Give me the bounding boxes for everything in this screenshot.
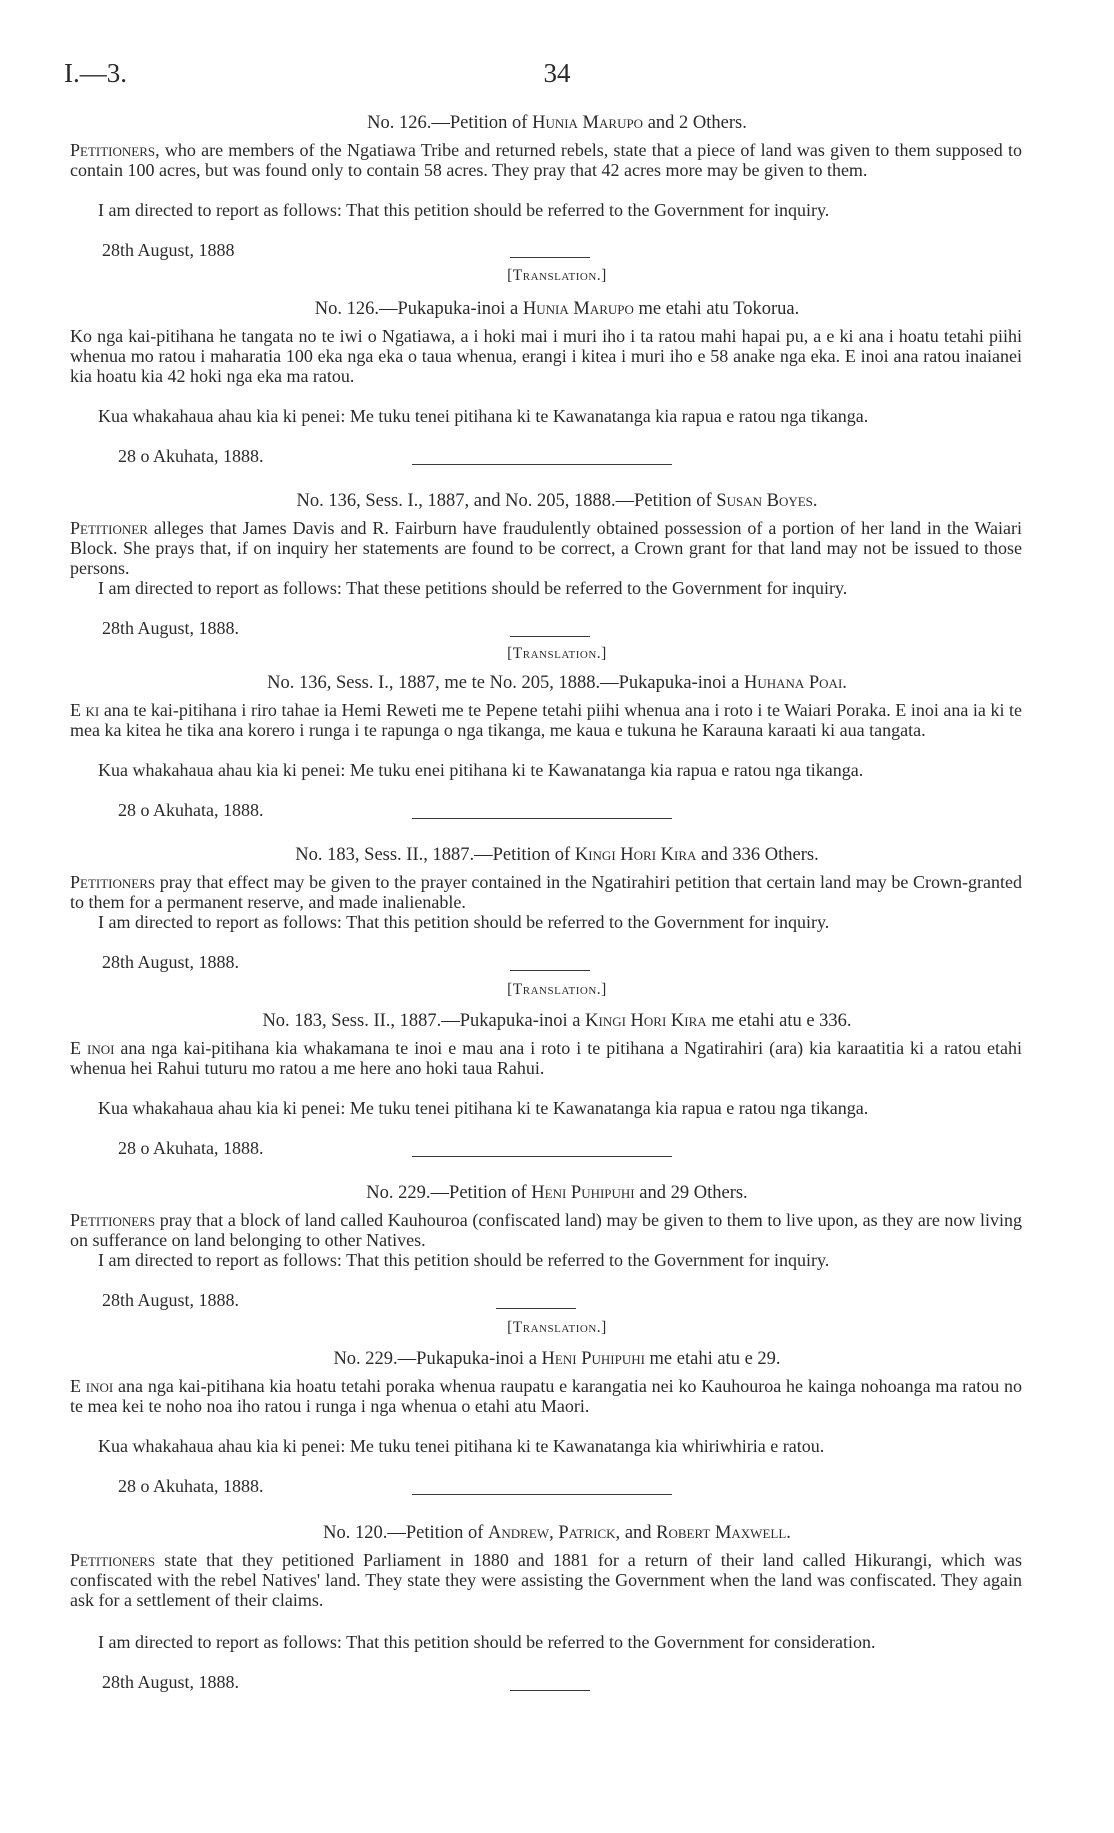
petition-body: Petitioners pray that a block of land called Kauhouroa (confiscated land) may be given to them to live upon, as they are now living on sufferance on land belonging to other Natives. bbox=[70, 1210, 1022, 1250]
petition-title: No. 229.—Petition of Heni Puhipuhi and 29 Others. bbox=[366, 1183, 748, 1203]
section-divider bbox=[412, 464, 672, 465]
petition-date: 28th August, 1888. bbox=[102, 618, 240, 638]
translation-label: [Translation.] bbox=[507, 645, 607, 662]
petition-title: No. 183, Sess. II., 1887.—Petition of Kingi Hori Kira and 336 Others. bbox=[295, 845, 819, 865]
petition-report: I am directed to report as follows: That this petition should be referred to the Government for consideration. bbox=[98, 1632, 876, 1652]
petition-body: Ko nga kai-pitihana he tangata no te iwi o Ngatiawa, a i hoki mai i muri iho i ta ratou mahi hapai pu, a e ki ana i hoatu tetahi piihi whenua mo ratou i maharatia 100 eka nga eka o taua whenua, erangi i kitea i muri iho e 58 anake nga eka. E inoi ana ratou inaianei kia hoatu kia 42 hoki nga eka ma ratou. bbox=[70, 326, 1022, 386]
petition-date: 28 o Akuhata, 1888. bbox=[118, 1476, 264, 1496]
petition-body: E ki ana te kai-pitihana i riro tahae ia Hemi Reweti me te Pepene tetahi piihi whenua ana i roto i te Waiari Poraka. E inoi ana ia ki te mea ka kitea he tika ana korero i runga i te rapunga o nga tikanga, me kaua e tukuna he Karauna karaati ki aua tangata. bbox=[70, 700, 1022, 740]
petition-report: Kua whakahaua ahau kia ki penei: Me tuku tenei pitihana ki te Kawanatanga kia rapua e ratou nga tikanga. bbox=[98, 1098, 869, 1118]
petition-body: Petitioners state that they petitioned Parliament in 1880 and 1881 for a return of their land called Hikurangi, which was confiscated with the rebel Natives' land. They state they were assisting the Government when the land was confiscated. They again ask for a settlement of their claims. bbox=[70, 1550, 1022, 1610]
petition-date: 28th August, 1888. bbox=[102, 1290, 240, 1310]
translation-label: [Translation.] bbox=[507, 981, 607, 998]
petition-report: I am directed to report as follows: That this petition should be referred to the Government for inquiry. bbox=[98, 1250, 830, 1270]
paper-code: I.—3. bbox=[64, 58, 127, 88]
petition-title: No. 136, Sess. I., 1887, and No. 205, 1888.—Petition of Susan Boyes. bbox=[296, 491, 818, 511]
section-divider bbox=[412, 1156, 672, 1157]
section-divider bbox=[510, 970, 590, 971]
petition-title: No. 229.—Pukapuka-inoi a Heni Puhipuhi me etahi atu e 29. bbox=[333, 1349, 781, 1369]
petition-report: I am directed to report as follows: That these petitions should be referred to the Government for inquiry. bbox=[98, 578, 848, 598]
petition-title: No. 183, Sess. II., 1887.—Pukapuka-inoi a Kingi Hori Kira me etahi atu e 336. bbox=[262, 1011, 852, 1031]
section-divider bbox=[510, 1690, 590, 1691]
section-divider bbox=[412, 818, 672, 819]
section-divider bbox=[496, 1308, 576, 1309]
petition-report: I am directed to report as follows: That this petition should be referred to the Government for inquiry. bbox=[98, 200, 830, 220]
petition-report: Kua whakahaua ahau kia ki penei: Me tuku tenei pitihana ki te Kawanatanga kia rapua e ratou nga tikanga. bbox=[98, 406, 869, 426]
petition-date: 28th August, 1888 bbox=[102, 240, 235, 260]
translation-label: [Translation.] bbox=[507, 267, 607, 284]
petition-title: No. 126.—Pukapuka-inoi a Hunia Marupo me etahi atu Tokorua. bbox=[314, 299, 800, 319]
petition-body: Petitioner alleges that James Davis and R. Fairburn have fraudulently obtained possession of a portion of her land in the Waiari Block. She prays that, if on inquiry her statements are found to be correct, a Crown grant for that land may not be issued to those persons. bbox=[70, 518, 1022, 578]
petition-date: 28th August, 1888. bbox=[102, 952, 240, 972]
section-divider bbox=[510, 636, 590, 637]
petition-date: 28 o Akuhata, 1888. bbox=[118, 1138, 264, 1158]
petition-report: Kua whakahaua ahau kia ki penei: Me tuku enei pitihana ki te Kawanatanga kia rapua e ratou nga tikanga. bbox=[98, 760, 864, 780]
petition-title: No. 120.—Petition of Andrew, Patrick, and Robert Maxwell. bbox=[323, 1523, 791, 1543]
section-divider bbox=[412, 1494, 672, 1495]
translation-label: [Translation.] bbox=[507, 1319, 607, 1336]
petition-date: 28th August, 1888. bbox=[102, 1672, 240, 1692]
petition-title: No. 136, Sess. I., 1887, me te No. 205, 1888.—Pukapuka-inoi a Huhana Poai. bbox=[267, 673, 847, 693]
petition-date: 28 o Akuhata, 1888. bbox=[118, 446, 264, 466]
section-divider bbox=[510, 257, 590, 258]
petition-report: I am directed to report as follows: That this petition should be referred to the Government for inquiry. bbox=[98, 912, 830, 932]
petition-body: Petitioners pray that effect may be given to the prayer contained in the Ngatirahiri petition that certain land may be Crown-granted to them for a permanent reserve, and made inalienable. bbox=[70, 872, 1022, 912]
petition-date: 28 o Akuhata, 1888. bbox=[118, 800, 264, 820]
petition-body: E inoi ana nga kai-pitihana kia whakamana te inoi e mau ana i roto i te pitihana a Ngatirahiri (ara) kia karaatitia ki a ratou etahi whenua hei Rahui tuturu mo ratou a me here ano hoki taua Rahui. bbox=[70, 1038, 1022, 1078]
petition-body: E inoi ana nga kai-pitihana kia hoatu tetahi poraka whenua raupatu e karangatia nei ko Kauhouroa he kainga nohoanga ma ratou no te mea kei te noho noa iho ratou i runga i nga whenua o etahi atu Maori. bbox=[70, 1376, 1022, 1416]
petition-report: Kua whakahaua ahau kia ki penei: Me tuku tenei pitihana ki te Kawanatanga kia whiriwhiria e ratou. bbox=[98, 1436, 825, 1456]
petition-body: Petitioners, who are members of the Ngatiawa Tribe and returned rebels, state that a piece of land was given to them supposed to contain 100 acres, but was found only to contain 58 acres. They pray that 42 acres more may be given to them. bbox=[70, 140, 1022, 180]
page-number: 34 bbox=[543, 58, 571, 88]
petition-title: No. 126.—Petition of Hunia Marupo and 2 Others. bbox=[367, 113, 747, 133]
